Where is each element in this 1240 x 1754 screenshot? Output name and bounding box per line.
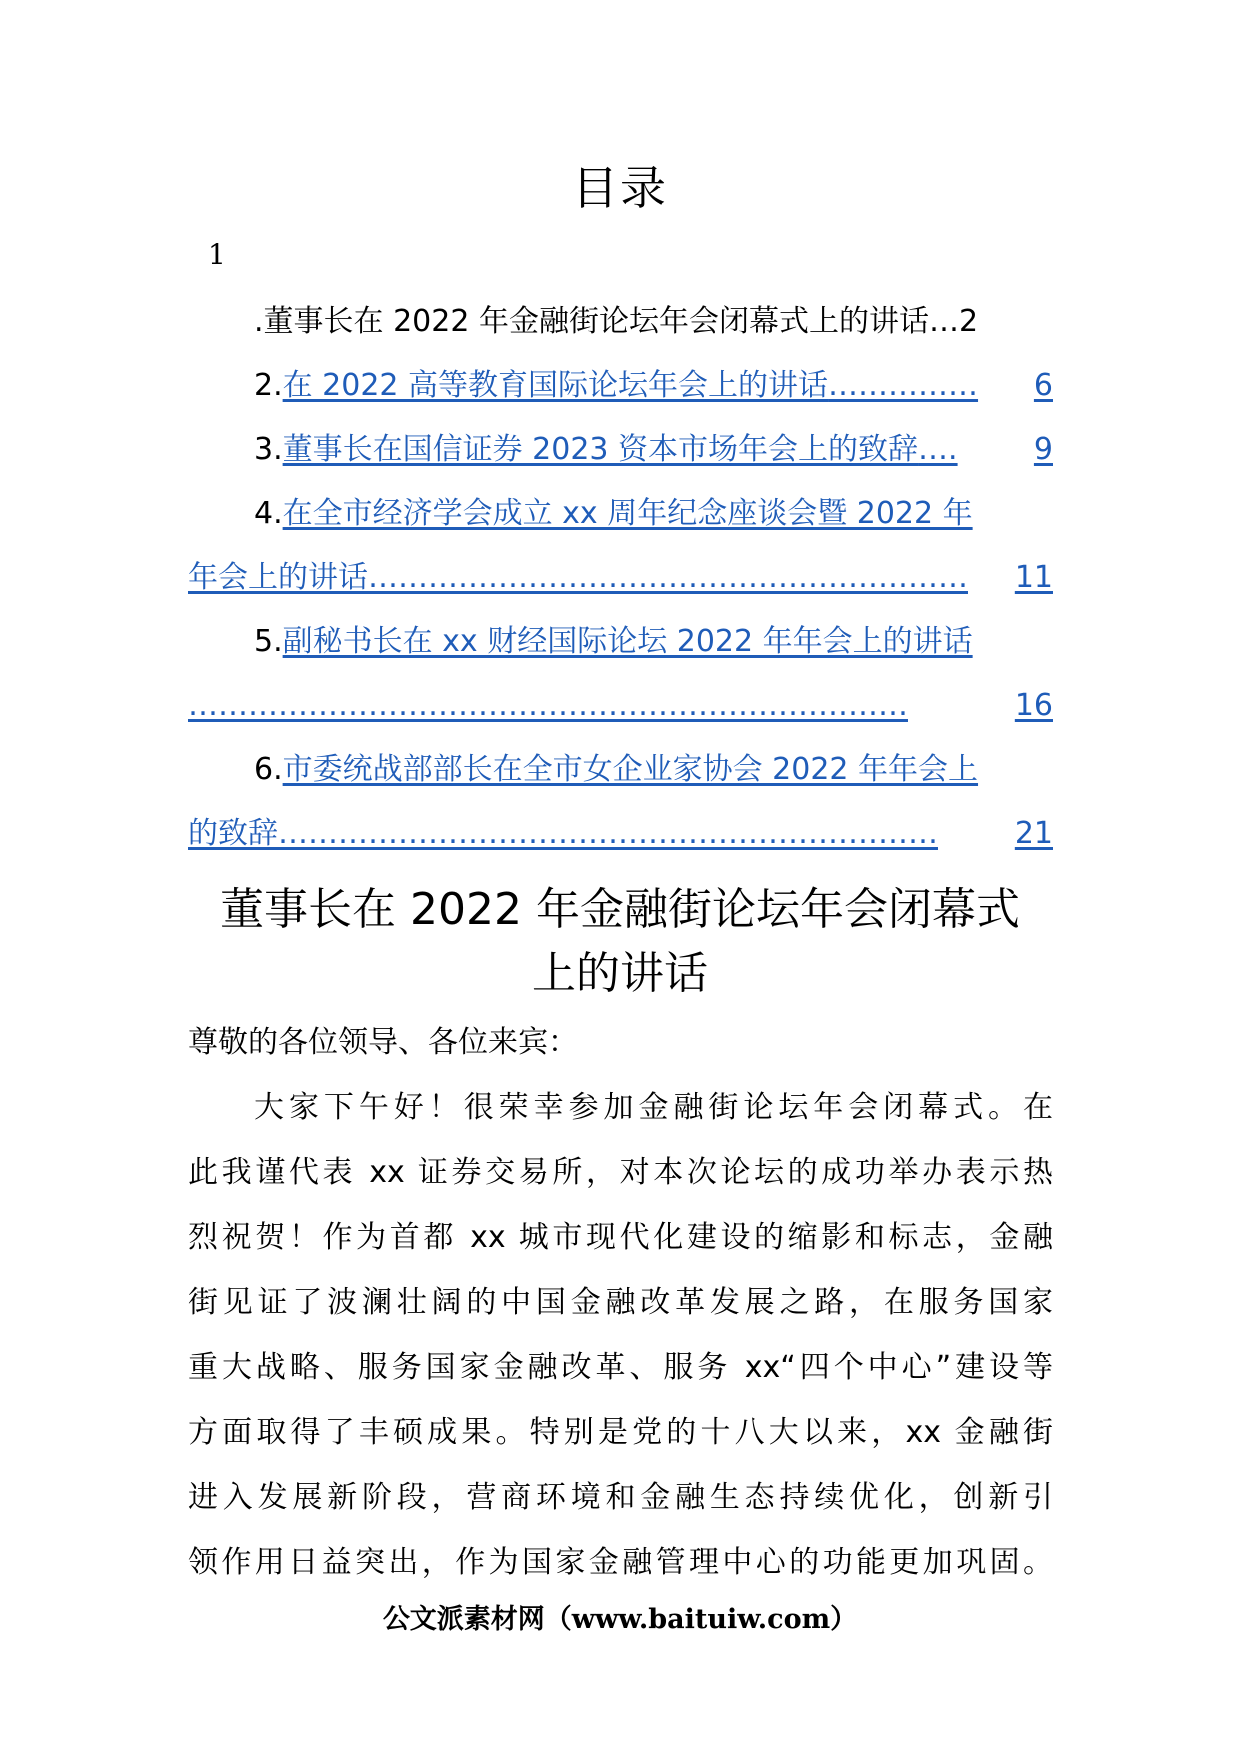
toc-entry-6-text-2[interactable]: 的致辞………………………………………………………… — [188, 816, 938, 851]
toc-entry-2-page[interactable]: 6 — [1033, 368, 1053, 403]
toc-entry-3-page[interactable]: 9 — [1033, 432, 1053, 467]
toc-entry-5-text[interactable]: 副秘书长在 xx 财经国际论坛 2022 年年会上的讲话 — [282, 624, 973, 659]
toc-entry-5-leader[interactable]: ……………………………………………………………… — [188, 688, 908, 723]
toc-entry-3-link[interactable]: 董事长在国信证券 2023 资本市场年会上的致辞…. — [282, 432, 958, 467]
toc-entry-1[interactable] — [188, 290, 1053, 354]
article-title-line-2: 上的讲话 — [532, 948, 708, 999]
body-line-8: 领作用日益突出，作为国家金融管理中心的功能更加巩固。 — [188, 1545, 1053, 1580]
toc-entry-4-cont[interactable] — [188, 546, 1053, 610]
toc-entry-2[interactable] — [188, 354, 1053, 418]
toc-entry-6-text[interactable]: 市委统战部部长在全市女企业家协会 2022 年年会上 — [282, 752, 979, 787]
toc-entry-4-page[interactable]: 11 — [1014, 560, 1053, 595]
body-line-4: 街见证了波澜壮阔的中国金融改革发展之路，在服务国家 — [188, 1285, 1053, 1320]
toc-entry-5-page[interactable]: 16 — [1014, 688, 1053, 723]
toc-entry-4-text-2[interactable]: 年会上的讲话…………………………………………………… — [188, 560, 968, 595]
body-line-2: 此我谨代表 xx 证券交易所，对本次论坛的成功举办表示热 — [188, 1155, 1053, 1190]
toc-entry-5-number: 5. — [254, 624, 283, 659]
article-body — [188, 1010, 1053, 1595]
toc-entry-6-cont[interactable] — [188, 802, 1053, 866]
body-line-7: 进入发展新阶段，营商环境和金融生态持续优化，创新引 — [188, 1480, 1053, 1515]
toc-title: 目录 — [572, 161, 668, 215]
body-line-5: 重大战略、服务国家金融改革、服务 xx“四个中心”建设等 — [188, 1350, 1053, 1385]
toc-entry-6-page[interactable]: 21 — [1014, 816, 1053, 851]
body-line-1: 大家下午好！很荣幸参加金融街论坛年会闭幕式。在 — [254, 1090, 1053, 1125]
toc-entry-3-text[interactable]: 董事长在国信证券 2023 资本市场年会上的致辞 — [282, 432, 919, 467]
toc-entry-4-number: 4. — [254, 496, 283, 531]
toc-entry-6-number: 6. — [254, 752, 283, 787]
stray-page-number: 1 — [208, 238, 226, 271]
toc-entry-5-cont[interactable] — [188, 674, 1053, 738]
body-line-6: 方面取得了丰硕成果。特别是党的十八大以来，xx 金融街 — [188, 1415, 1053, 1450]
toc-entry-5[interactable] — [188, 610, 1053, 674]
toc-entry-6-text2[interactable]: 的致辞 — [188, 816, 278, 851]
toc-entry-4[interactable] — [188, 482, 1053, 546]
toc-entry-4-text[interactable]: 在全市经济学会成立 xx 周年纪念座谈会暨 2022 年 — [282, 496, 973, 531]
body-line-3: 烈祝贺！作为首都 xx 城市现代化建设的缩影和标志，金融 — [188, 1220, 1053, 1255]
salutation: 尊敬的各位领导、各位来宾： — [188, 1025, 578, 1060]
toc-entry-3-number: 3. — [254, 432, 283, 467]
article-title — [0, 878, 1240, 1006]
article-title-line-1: 董事长在 2022 年金融街论坛年会闭幕式 — [220, 884, 1020, 935]
table-of-contents — [188, 290, 1053, 866]
toc-entry-6[interactable] — [188, 738, 1053, 802]
toc-entry-3[interactable] — [188, 418, 1053, 482]
toc-entry-1-text[interactable]: .董事长在 2022 年金融街论坛年会闭幕式上的讲话…2 — [254, 304, 979, 339]
toc-entry-4-text2[interactable]: 年会上的讲话 — [188, 560, 368, 595]
footer-watermark: 公文派素材网（www.baituiw.com） — [382, 1604, 858, 1635]
toc-entry-2-link[interactable]: 在 2022 高等教育国际论坛年会上的讲话…………… — [282, 368, 979, 403]
toc-entry-2-number: 2. — [254, 368, 283, 403]
toc-entry-2-text[interactable]: 在 2022 高等教育国际论坛年会上的讲话 — [282, 368, 829, 403]
